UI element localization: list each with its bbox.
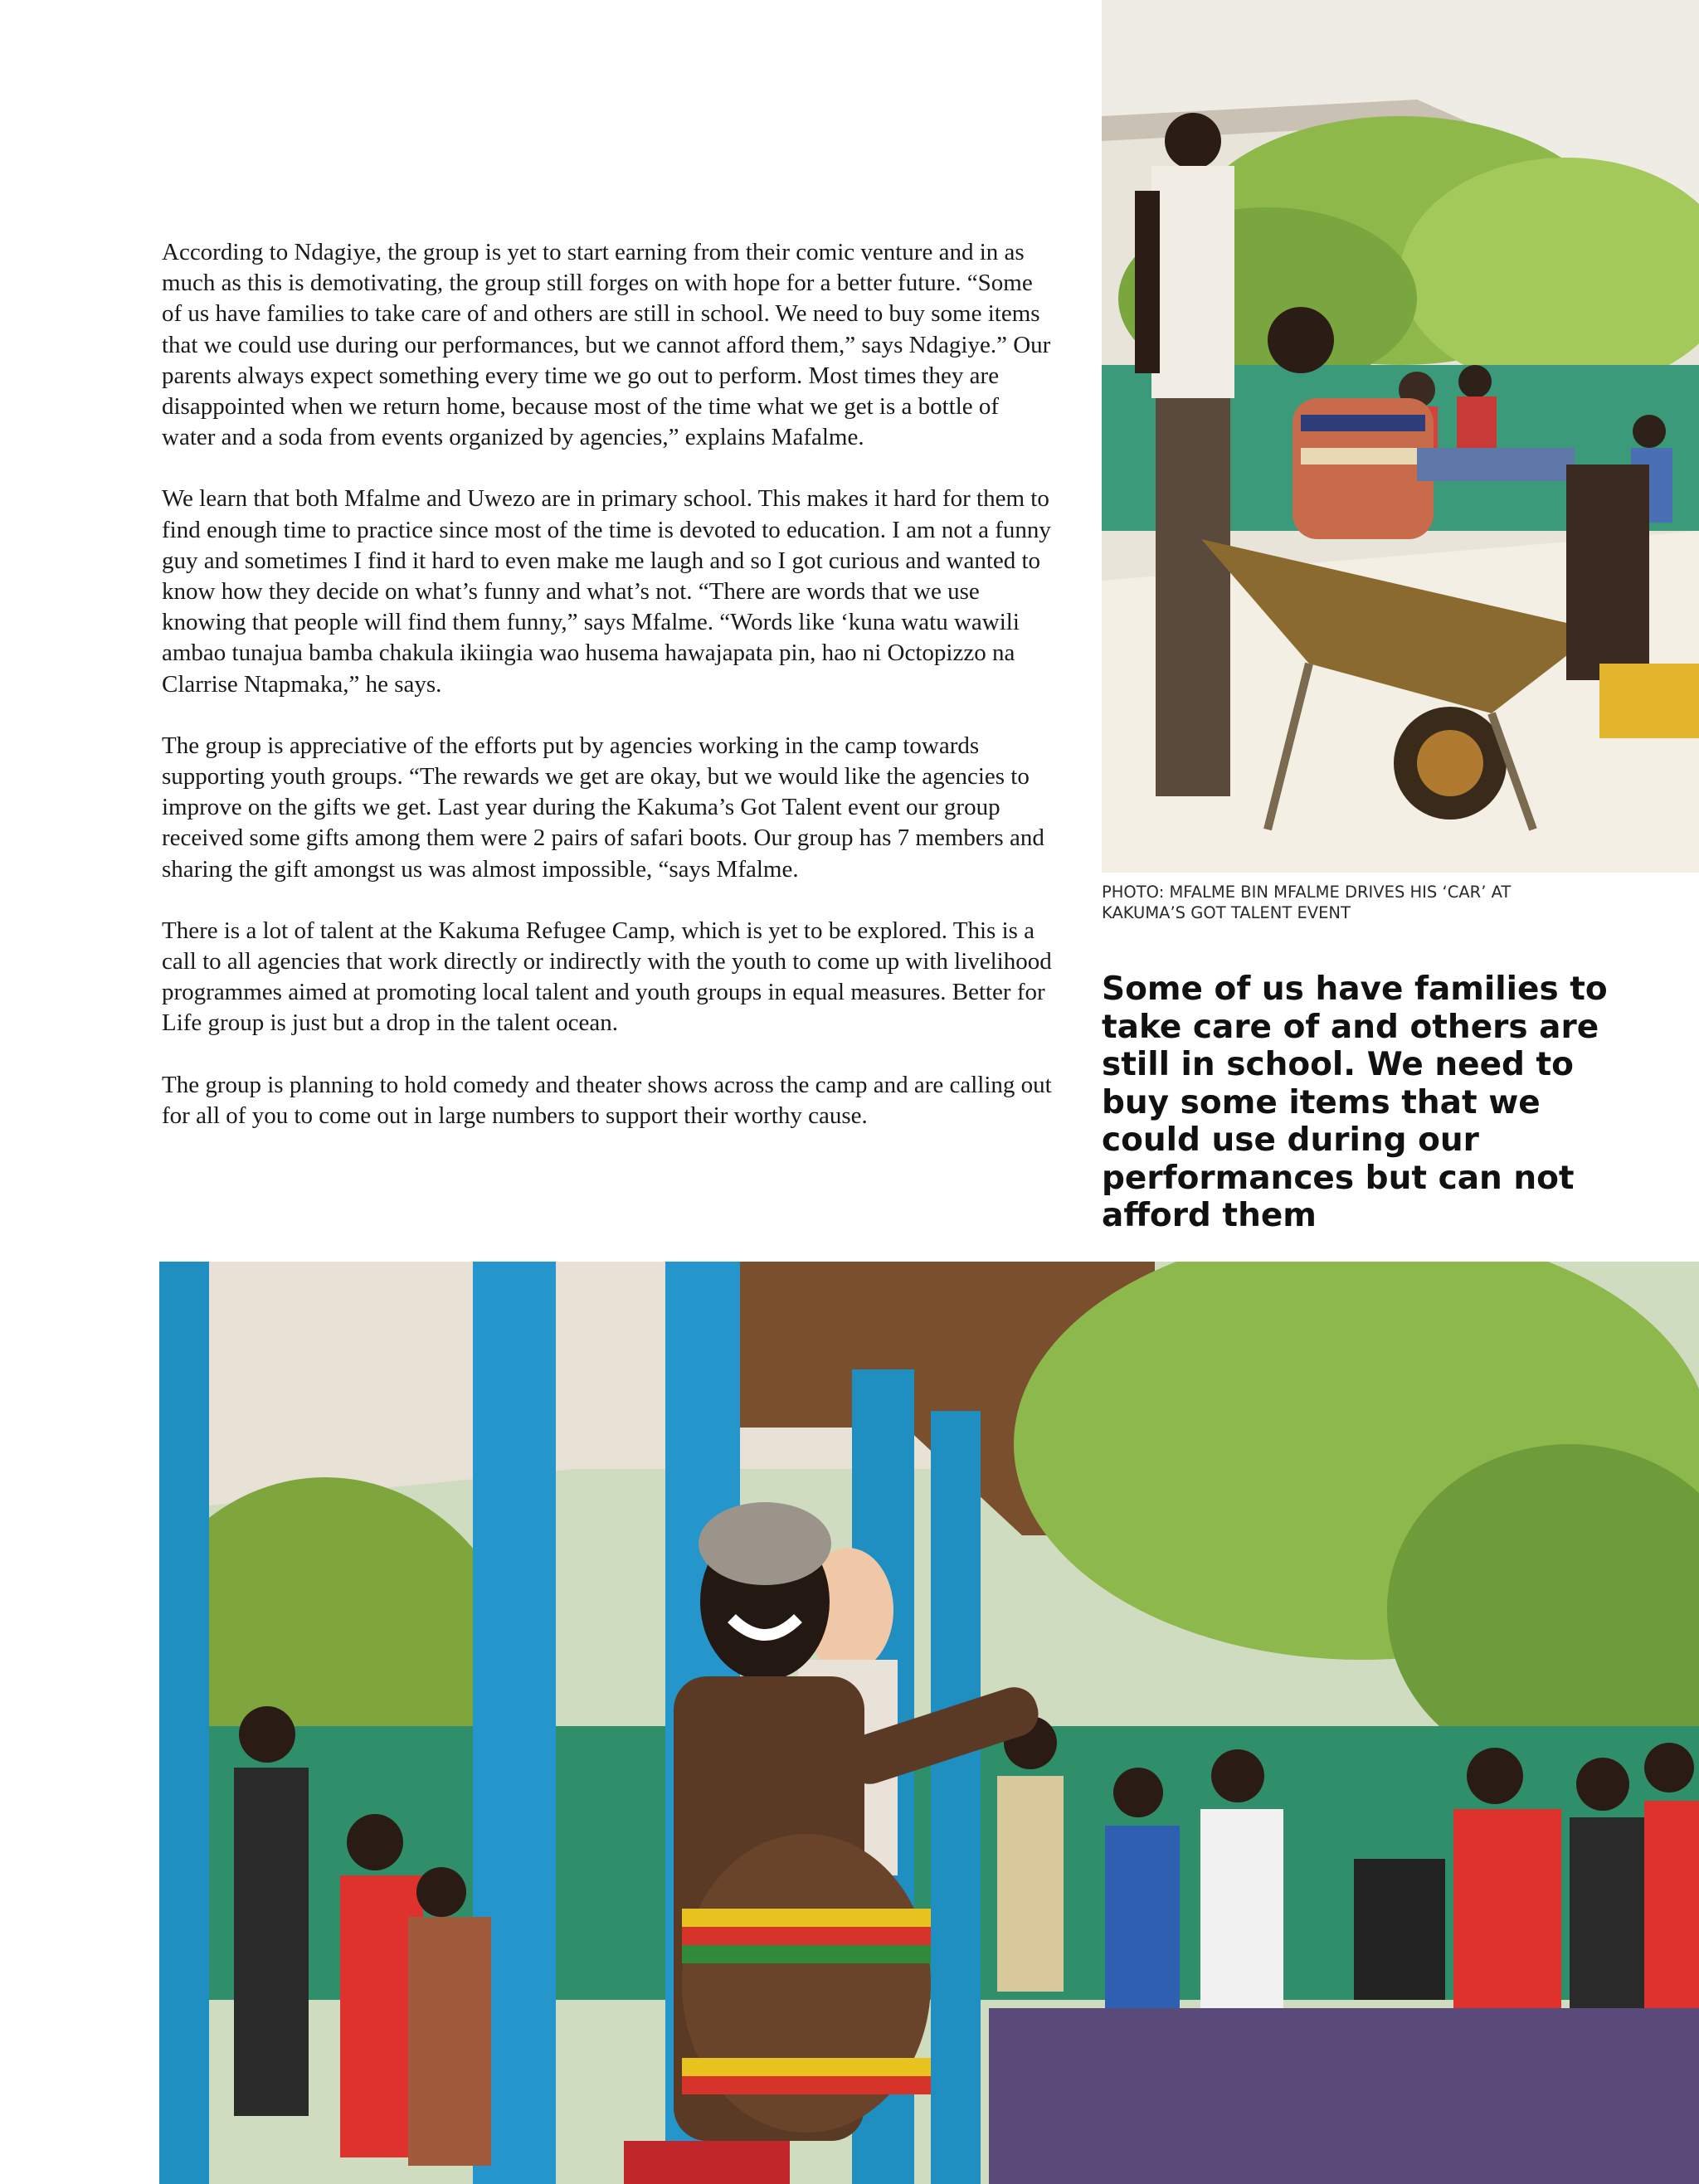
article-paragraph-2: We learn that both Mfalme and Uwezo are in primary school. This makes it hard for them to find enough time to practice since most of the time is devoted to education. I am not a funny guy and sometimes I find it hard to even make me laugh and so I got curious and wanted to know how they decide on what’s funny and what’s not. “There are words that we use knowing that people will find them funny,” says Mfalme. “Words like ‘kuna watu wawili ambao tunajua bamba chakula ikiingia wao husema hawajapata pin, hao ni Octopizzo na Clarrise Ntapmaka,” he says. <box>162 485 1051 698</box>
article-paragraph-3: The group is appreciative of the efforts put by agencies working in the camp towards supporting youth groups. “The rewards we get are okay, but we would like the agencies to improve on the gifts we get. Last year during the Kakuma’s Got Talent event our group received some gifts among them were 2 pairs of safari boots. Our group has 7 members and sharing the gift amongst us was almost impossible, “says Mfalme. <box>162 732 1044 883</box>
photo-caption: PHOTO: MFALME BIN MFALME DRIVES HIS ‘CAR’ AT KAKUMA’S GOT TALENT EVENT <box>1102 883 1512 922</box>
article-paragraph-1: According to Ndagiye, the group is yet to start earning from their comic venture and in as much as this is demotivating, the group still forges on with hope for a better future. “Some of us have families to take care of and others are still in school. We need to buy some items that we could use during our performances, but we cannot afford them,” says Ndagiye.” Our parents always expect something every time we go out to perform. Most times they are disappointed when we return home, because most of the time what we get is a bottle of water and a soda from events organized by agencies,” explains Mafalme. <box>162 239 1051 451</box>
comedian-performance-photo <box>159 1262 1699 2184</box>
article-paragraph-4: There is a lot of talent at the Kakuma Refugee Camp, which is yet to be explored. This is a call to all agencies that work directly or indirectly with the youth to come up with livelihood programmes aimed at promoting local talent and youth groups in equal measures. Better for Life group is just but a drop in the talent ocean. <box>162 917 1052 1037</box>
pull-quote: Some of us have families to take care of and others are still in school. We need to buy some items that we could use during our performances but can not afford them <box>1102 970 1608 1234</box>
wheelbarrow-performance-photo <box>1102 0 1699 873</box>
article-body <box>162 237 1058 1162</box>
article-paragraph-5: The group is planning to hold comedy and theater shows across the camp and are calling out for all of you to come out in large numbers to support their worthy cause. <box>162 1071 1052 1129</box>
